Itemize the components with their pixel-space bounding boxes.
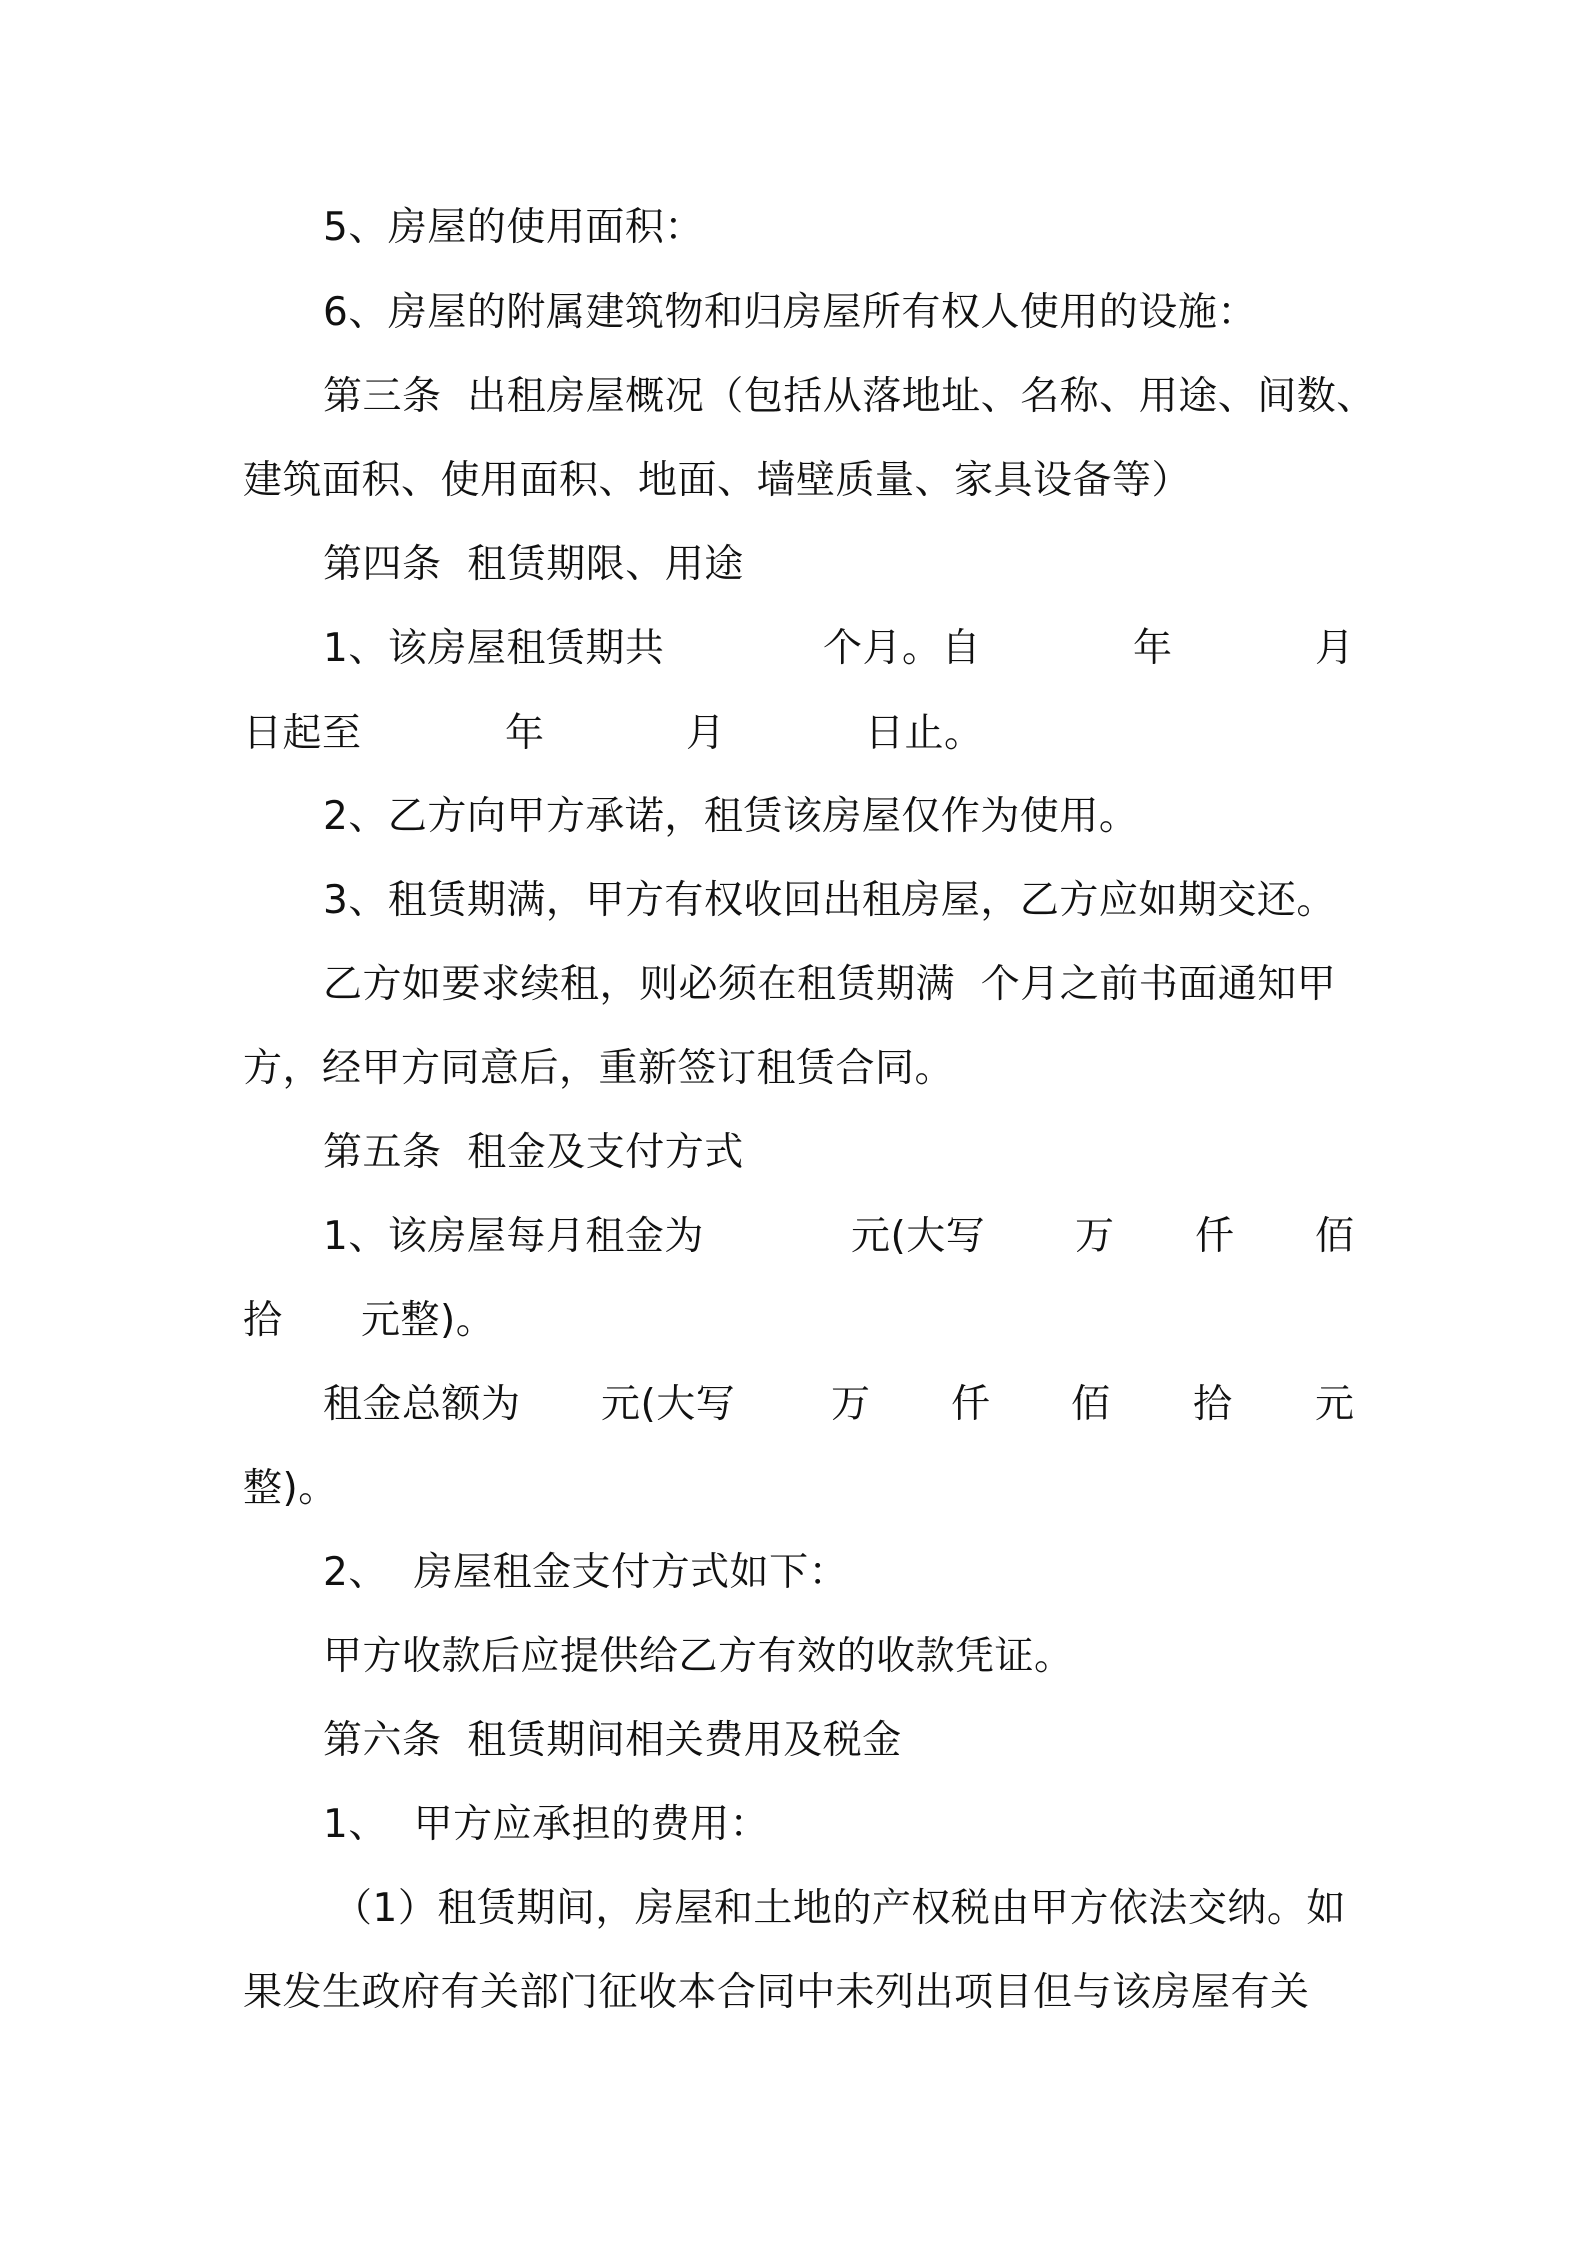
months-label: 个月。自: [823, 626, 982, 671]
lease-term-end-line: [243, 709, 1363, 759]
ten-label: 拾: [243, 1298, 283, 1343]
clause-item-5: [323, 203, 704, 253]
party-a-fees-line: [323, 1800, 770, 1850]
text-line: 1、 甲方应承担的费用：: [323, 1802, 770, 1847]
article-4-heading: [323, 540, 744, 590]
hundred-label: 佰: [1315, 1214, 1355, 1259]
receipt-line: [323, 1632, 1074, 1682]
monthly-rent-continuation: [243, 1296, 843, 1346]
hundred-label: 佰: [1071, 1382, 1111, 1427]
monthly-rent-line: [323, 1212, 1363, 1262]
ten-thousand-label: 万: [1075, 1214, 1115, 1259]
month-label: 月: [686, 711, 726, 756]
thousand-label: 仟: [951, 1382, 991, 1427]
text-line: 第六条 租赁期间相关费用及税金: [323, 1718, 902, 1763]
text-line: （1）租赁期间，房屋和土地的产权税由甲方依法交纳。如: [333, 1886, 1346, 1931]
ten-label: 拾: [1193, 1382, 1233, 1427]
lease-use-line: [323, 792, 1139, 842]
renewal-line: [323, 960, 1337, 1010]
text-line: 第五条 租金及支付方式: [323, 1130, 744, 1175]
month-label: 月: [1315, 626, 1355, 671]
article-3-heading: [323, 372, 1376, 422]
lease-term-line: [323, 624, 1363, 674]
text-line: 甲方收款后应提供给乙方有效的收款凭证。: [323, 1634, 1074, 1679]
start-label: 日起至: [243, 711, 362, 756]
lease-expiry-line: [323, 876, 1336, 926]
day-label: 日止。: [865, 711, 984, 756]
article-3-continuation: [243, 456, 1192, 506]
year-label: 年: [1133, 626, 1173, 671]
article-5-heading: [323, 1128, 744, 1178]
text-line: 第四条 租赁期限、用途: [323, 542, 744, 587]
text-line: 果发生政府有关部门征收本合同中未列出项目但与该房屋有关: [243, 1970, 1310, 2015]
payment-method-line: [323, 1548, 849, 1598]
text-line: 3、租赁期满，甲方有权收回出租房屋，乙方应如期交还。: [323, 878, 1336, 923]
amount-in-words-label: 元(大写: [601, 1382, 736, 1427]
property-tax-continuation: [243, 1968, 1310, 2018]
amount-in-words-label: 元(大写: [851, 1214, 986, 1259]
total-rent-continuation: [243, 1464, 338, 1514]
lease-term-label: 1、该房屋租赁期共: [323, 626, 665, 671]
thousand-label: 仟: [1195, 1214, 1235, 1259]
article-6-heading: [323, 1716, 902, 1766]
text-line: 建筑面积、使用面积、地面、墙壁质量、家具设备等）: [243, 458, 1192, 503]
monthly-rent-label: 1、该房屋每月租金为: [323, 1214, 704, 1259]
text-line: 5、房屋的使用面积：: [323, 205, 704, 250]
text-line: 6、房屋的附属建筑物和归房屋所有权人使用的设施：: [323, 290, 1257, 335]
text-line: 2、 房屋租金支付方式如下：: [323, 1550, 849, 1595]
ten-thousand-label: 万: [831, 1382, 871, 1427]
year-label: 年: [505, 711, 545, 756]
total-rent-line: [323, 1380, 1363, 1430]
renewal-continuation: [243, 1044, 955, 1094]
total-rent-label: 租金总额为: [323, 1382, 521, 1427]
text-line: 方，经甲方同意后，重新签订租赁合同。: [243, 1046, 955, 1091]
text-line: 乙方如要求续租，则必须在租赁期满 个月之前书面通知甲: [323, 962, 1337, 1007]
clause-item-6: [323, 288, 1257, 338]
text-line: 第三条 出租房屋概况（包括从落地址、名称、用途、间数、: [323, 374, 1376, 419]
yuan-label: 元: [1315, 1382, 1355, 1427]
yuan-label: 元整)。: [361, 1298, 496, 1343]
property-tax-line: [333, 1884, 1346, 1934]
text-line: 整)。: [243, 1466, 338, 1511]
text-line: 2、乙方向甲方承诺，租赁该房屋仅作为使用。: [323, 794, 1139, 839]
